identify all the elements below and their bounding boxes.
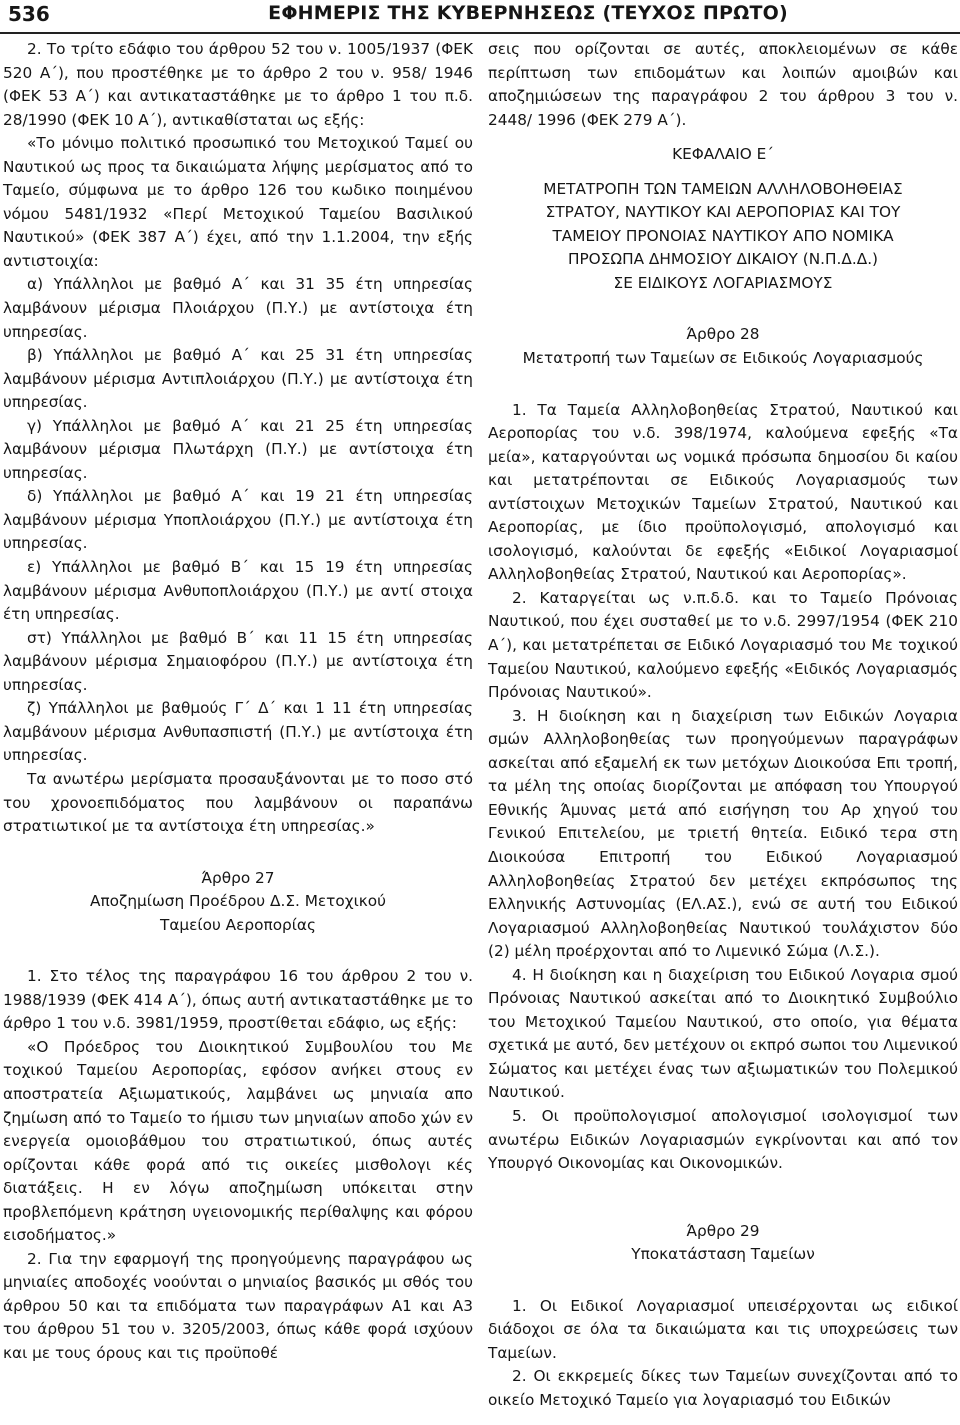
item-e: ε) Υπάλληλοι με βαθμό Β΄ και 15 19 έτη υπηρεσίας λαμβάνουν μέρισμα Ανθυποπλοιάρχου (Π.Υ.) με αντί στοιχα έτη υπηρεσίας.	[3, 558, 473, 624]
page-number: 536	[8, 2, 50, 26]
article-28-number: Άρθρο 28	[686, 325, 760, 344]
left-column	[3, 38, 473, 1366]
article-28-paragraph-1: 1. Τα Ταμεία Αλληλοβοηθείας Στρατού, Ναυτικού και Αεροπορίας του ν.δ. 398/1974, καλούμενα εφεξής «Τα μεία», καταργούνται ως νομικά πρόσωπα δημοσίου δι καίου και μετατρέπονται σε Ειδικούς Λογαριασμούς των αντίστοιχων Μετοχικών Ταμείων Στρατού, Ναυτικού και Αεροπορίας, με ίδιο προϋπολογισμό, απολογισμό και ισολογισμό, καλούνται δε εφεξής «Ειδικοί Λογαριασμοί Αλληλοβοηθείας Στρατού, Ναυτικού και Αεροπορίας».	[488, 400, 958, 584]
article-28-paragraph-2: 2. Καταργείται ως ν.π.δ.δ. και το Ταμείο Πρόνοιας Ναυτικού, που έχει συσταθεί με το ν.δ. 2997/1954 (ΦΕΚ 210 Α΄), και μετατρέπεται σε Ειδικό Λογαριασμό του Με τοχικού Ταμείου Ναυτικού, καλούμενο εφεξής «Ειδικός Λογαριασμός Πρόνοιας Ναυτικού».	[488, 588, 958, 702]
article-28-title: Μετατροπή των Ταμείων σε Ειδικούς Λογαριασμούς	[522, 349, 924, 368]
chapter-heading: ΚΕΦΑΛΑΙΟ Ε΄	[672, 145, 774, 164]
article-27-paragraph-1: 1. Στο τέλος της παραγράφου 16 του άρθρου 2 του ν. 1988/1939 (ΦΕΚ 414 Α΄), όπως αυτή αντικαταστάθηκε με το άρθρο 1 του ν.δ. 3981/1959, προστίθεται εδάφιο, ως εξής:	[3, 967, 473, 1033]
article-28-paragraph-5: 5. Οι προϋπολογισμοί απολογισμοί ισολογισμοί των ανωτέρω Ειδικών Λογαριασμών εγκρίνονται και από τον Υπουργό Οικονομίας και Οικονομικών.	[488, 1106, 958, 1173]
header-rule	[0, 32, 960, 34]
article-27-number: Άρθρο 27	[201, 868, 275, 887]
quoted-paragraph: «Το μόνιμο πολιτικό προσωπικό του Μετοχικού Ταμεί ου Ναυτικού ως προς τα δικαιώματα λήψης μερίσματος από το Ταμείο, σύμφωνα με το άρθρο 126 του κωδικο ποιημένου νόμου 5481/1932 «Περί Μετοχικού Ταμείου Βασιλικού Ναυτικού» (ΦΕΚ 387 Α΄) έχει, από την 1.1.2004, την εξής αντιστοιχία:	[3, 134, 473, 270]
item-a: α) Υπάλληλοι με βαθμό Α΄ και 31 35 έτη υπηρεσίας λαμβάνουν μέρισμα Πλοιάρχου (Π.Υ.) με αντίστοιχα έτη υπηρεσίας.	[3, 275, 473, 341]
article-27-title-line-2: Ταμείου Αεροπορίας	[160, 915, 316, 934]
right-column	[488, 38, 958, 1412]
article-29-number: Άρθρο 29	[686, 1221, 760, 1240]
page-header	[0, 0, 960, 36]
article-27-title-line-1: Αποζημίωση Προέδρου Δ.Σ. Μετοχικού	[90, 892, 386, 911]
chapter-title-line-1: ΜΕΤΑΤΡΟΠΗ ΤΩΝ ΤΑΜΕΙΩΝ ΑΛΛΗΛΟΒΟΗΘΕΙΑΣ	[543, 179, 903, 198]
paragraph-2: 2. Το τρίτο εδάφιο του άρθρου 52 του ν. 1005/1937 (ΦΕΚ 520 Α΄), που προστέθηκε με το άρθρο 2 του ν. 958/ 1946 (ΦΕΚ 53 Α΄) και αντικαταστάθηκε με το άρθρο 1 του π.δ. 28/1990 (ΦΕΚ 10 Α΄), αντικαθίσταται ως εξής:	[3, 40, 473, 129]
item-g: γ) Υπάλληλοι με βαθμό Α΄ και 21 25 έτη υπηρεσίας λαμβάνουν μέρισμα Πλωτάρχη (Π.Υ.) με αντίστοιχα έτη υπηρεσίας.	[3, 416, 473, 482]
chapter-title-line-2: ΣΤΡΑΤΟΥ, ΝΑΥΤΙΚΟΥ ΚΑΙ ΑΕΡΟΠΟΡΙΑΣ ΚΑΙ ΤΟΥ	[545, 203, 901, 222]
article-29-paragraph-2: 2. Οι εκκρεμείς δίκες των Ταμείων συνεχίζονται από το οικείο Μετοχικό Ταμείο για λογαριασμό του Ειδικών	[488, 1367, 958, 1409]
article-27-paragraph-2: 2. Για την εφαρμογή της προηγούμενης παραγράφου ως μηνιαίες αποδοχές νοούνται ο μηνιαίος βασικός μι σθός του άρθρου 50 και τα επιδόματα των παραγράφων Α1 και Α3 του άρθρου 51 του ν. 3205/2003, όπως κάθε φορά ισχύουν και με τους όρους και τις προϋποθέ	[3, 1249, 473, 1362]
article-28-paragraph-4: 4. Η διοίκηση και η διαχείριση του Ειδικού Λογαρια σμού Πρόνοιας Ναυτικού ασκείται από το Διοικητικό Συμβούλιο του Μετοχικού Ταμείου Ναυτικού, στο οποίο, για θέματα σχετικά με αυτό, δεν μετέχουν οι εκπρό σωποι του Λιμενικού Σώματος και μετέχει ένας των αξιωματικών του Πολεμικού Ναυτικού.	[488, 965, 959, 1102]
chapter-title-line-3: ΤΑΜΕΙΟΥ ΠΡΟΝΟΙΑΣ ΝΑΥΤΙΚΟΥ ΑΠΟ ΝΟΜΙΚΑ	[552, 226, 894, 245]
item-d: δ) Υπάλληλοι με βαθμό Α΄ και 19 21 έτη υπηρεσίας λαμβάνουν μέρισμα Υποπλοιάρχου (Π.Υ.) με αντίστοιχα έτη υπηρεσίας.	[3, 487, 473, 553]
item-b: β) Υπάλληλοι με βαθμό Α΄ και 25 31 έτη υπηρεσίας λαμβάνουν μέρισμα Αντιπλοιάρχου (Π.Υ.) με αντίστοιχα έτη υπηρεσίας.	[3, 346, 473, 412]
chapter-title-line-5: ΣΕ ΕΙΔΙΚΟΥΣ ΛΟΓΑΡΙΑΣΜΟΥΣ	[613, 273, 833, 292]
item-z: ζ) Υπάλληλοι με βαθμούς Γ΄ Δ΄ και 1 11 έτη υπηρεσίας λαμβάνουν μέρισμα Ανθυπασπιστή (Π.Υ.) με αντίστοιχα έτη υπηρεσίας.	[3, 699, 473, 765]
journal-title: ΕΦΗΜΕΡΙΣ ΤΗΣ ΚΥΒΕΡΝΗΣΕΩΣ (ΤΕΥΧΟΣ ΠΡΩΤΟ)	[268, 2, 788, 24]
chapter-title-line-4: ΠΡΟΣΩΠΑ ΔΗΜΟΣΙΟΥ ΔΙΚΑΙΟΥ (Ν.Π.Δ.Δ.)	[567, 250, 879, 269]
increase-paragraph: Τα ανωτέρω μερίσματα προσαυξάνονται με το ποσο στό του χρονοεπιδόματος που λαμβάνουν οι παραπάνω στρατιωτικοί με τα αντίστοιχα έτη υπηρεσίας.»	[3, 769, 473, 836]
article-29-paragraph-1: 1. Οι Ειδικοί Λογαριασμοί υπεισέρχονται ως ειδικοί διάδοχοι σε όλα τα δικαιώματα και τις υποχρεώσεις των Ταμείων.	[488, 1296, 958, 1362]
article-29-title: Υποκατάσταση Ταμείων	[631, 1245, 815, 1264]
item-st: στ) Υπάλληλοι με βαθμό Β΄ και 11 15 έτη υπηρεσίας λαμβάνουν μέρισμα Σημαιοφόρου (Π.Υ.) με αντίστοιχα έτη υπηρεσίας.	[3, 628, 473, 694]
article-27-quote: «Ο Πρόεδρος του Διοικητικού Συμβουλίου του Με τοχικού Ταμείου Αεροπορίας, εφόσον ανήκει στους εν αποστρατεία Αξιωματικούς, λαμβάνει ως μηνιαία απο ζημίωση από το Ταμείο το ήμισυ των μηνιαίων αποδο χών εν ενεργεία ομοιοβάθμου του στρατιωτικού, όπως αυτές ορίζονται κάθε φορά από τις οικείες μισθολογι κές διατάξεις. Η εν λόγω αποζημίωση υπόκειται στην προβλεπόμενη κράτηση υγειονομικής περίθαλψης και φόρου εισοδήματος.»	[3, 1037, 473, 1245]
article-28-paragraph-3: 3. Η διοίκηση και η διαχείριση των Ειδικών Λογαρια σμών Αλληλοβοηθείας των προηγούμενων παραγράφων ασκείται από εξαμελή εκ των μετόχων Διοικούσα Επι τροπή, τα μέλη της οποίας διορίζονται με απόφαση του Υπουργού Εθνικής Άμυνας μετά από εισήγηση του Αρ χηγού του Γενικού Επιτελείου, με τριετή θητεία. Ειδικό τερα στη Διοικούσα Επιτροπή του Ειδικού Λογαριασμού Αλληλοβοηθείας Στρατού δεν μετέχει εκπρόσωπος της Ελληνικής Αστυνομίας (ΕΛ.ΑΣ.), ενώ σε αυτή του Ειδικού Λογαριασμού Αλληλοβοηθείας Ναυτικού τουλάχιστον δύο (2) μέλη προέρχονται από το Λιμενικό Σώμα (Λ.Σ.).	[488, 706, 958, 961]
continued-paragraph: σεις που ορίζονται σε αυτές, αποκλειομένων σε κάθε περίπτωση των επιδομάτων και λοιπών αμοιβών και αποζημιώσεων της παραγράφου 2 του άρθρου 3 του ν. 2448/ 1996 (ΦΕΚ 279 Α΄).	[488, 40, 958, 129]
